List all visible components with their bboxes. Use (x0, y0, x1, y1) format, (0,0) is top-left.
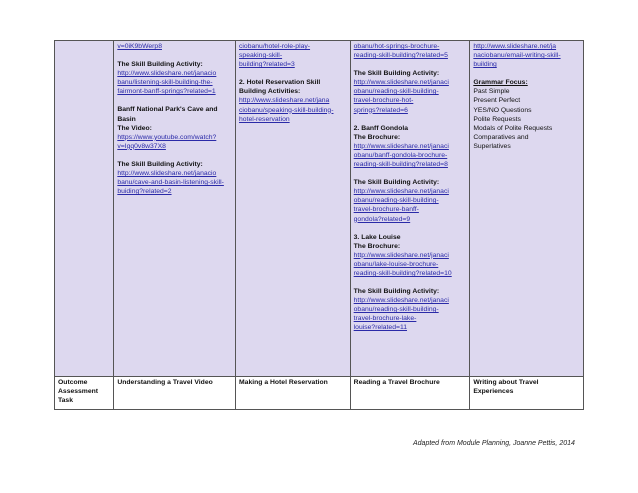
activity-heading: The Skill Building Activity: (353, 288, 440, 296)
attribution-footer: Adapted from Module Planning, Joanne Pettis, 2014 (413, 440, 575, 447)
grammar-item: Superlatives (473, 142, 511, 150)
email-link[interactable]: building (473, 61, 497, 69)
brochure-link[interactable]: reading-skill-building?related=10 (353, 269, 452, 277)
brochure-link[interactable]: reading-skill-building?related=8 (353, 161, 448, 169)
outcome-label-cell (55, 377, 114, 410)
task-text: Experiences (473, 388, 514, 396)
activity-link[interactable]: louise?related=11 (353, 324, 408, 332)
grammar-item: Past Simple (473, 88, 510, 96)
task-text: Reading a Travel Brochure (353, 379, 440, 386)
reading-resources-cell (350, 41, 470, 377)
email-link[interactable]: http://www.slideshare.net/ja (473, 43, 557, 50)
activity-link[interactable]: http://www.slideshare.net/janacio (117, 70, 217, 78)
activity-link[interactable]: springs?related=6 (353, 106, 408, 114)
activity-heading: The Skill Building Activity: (117, 160, 203, 168)
module-plan-table (54, 40, 584, 410)
grammar-item: YES/NO Questions (473, 106, 532, 114)
activity-link[interactable]: buiding?related=2 (117, 188, 172, 196)
activity-link[interactable]: banu/cave-and-basin-listening-skill- (117, 179, 224, 187)
video-link[interactable]: https://www.youtube.com/watch? (117, 133, 217, 141)
grammar-item: Polite Requests (473, 115, 521, 123)
video-link[interactable]: v=Igq0v8w37X8 (117, 142, 166, 150)
outcome-task-writing (470, 377, 584, 410)
roleplay-link[interactable]: speaking-skill- (239, 52, 283, 60)
outcome-task-reading (350, 377, 470, 410)
activity-heading: The Skill Building Activity: (353, 70, 440, 78)
activity-link[interactable]: travel-brochure-hot- (353, 97, 414, 105)
email-link[interactable]: naciobanu/email-writing-skill- (473, 52, 561, 60)
outcome-task-listening (114, 377, 236, 410)
activity-link[interactable]: travel-brochure-lake- (353, 315, 417, 323)
section-title: 2. Banff Gondola (353, 124, 409, 132)
outcome-assessment-row (55, 377, 584, 410)
activity-link[interactable]: obanu/reading-skill-building- (353, 197, 439, 205)
brochure-heading: The Brochure: (353, 242, 401, 250)
activity-link[interactable]: http://www.slideshare.net/janacio (117, 170, 217, 178)
activity-link[interactable]: travel-brochure-banff- (353, 206, 419, 214)
writing-resources-cell (470, 41, 584, 377)
section-title: Banff National Park's Cave and (117, 106, 218, 114)
activity-heading: The Skill Building Activity: (117, 61, 203, 69)
roleplay-link[interactable]: ciobanu/hotel-role-play- (239, 43, 311, 50)
listening-resources-cell (114, 41, 236, 377)
roleplay-link[interactable]: building?related=3 (239, 61, 295, 69)
grammar-item: Comparatives and (473, 133, 529, 141)
activity-link[interactable]: http://www.slideshare.net/janaci (353, 297, 449, 305)
activity-link[interactable]: gondola?related=9 (353, 215, 411, 223)
activity-link[interactable]: ciobanu/speaking-skill-building- (239, 106, 334, 114)
outcome-task-speaking (236, 377, 351, 410)
brochure-link[interactable]: http://www.slideshare.net/janaci (353, 142, 449, 150)
activity-link[interactable]: http://www.slideshare.net/jana (239, 97, 330, 105)
video-heading: The Video: (117, 124, 152, 132)
activity-link[interactable]: hotel-reservation (239, 115, 290, 123)
activity-link[interactable]: obanu/reading-skill-building- (353, 306, 439, 314)
task-text: Understanding a Travel Video (117, 379, 213, 386)
outcome-label: Assessment (58, 388, 99, 396)
activity-heading: The Skill Building Activity: (353, 179, 440, 187)
activity-link[interactable]: fairmont-banff-springs?related=1 (117, 88, 216, 96)
resources-row (55, 41, 584, 377)
row-label-cell-empty (55, 41, 114, 377)
outcome-label: Outcome (58, 379, 88, 386)
outcome-label: Task (58, 397, 73, 405)
speaking-resources-cell (236, 41, 351, 377)
activity-link[interactable]: http://www.slideshare.net/janaci (353, 188, 449, 196)
section-title: Building Activities: (239, 88, 301, 96)
activity-link[interactable]: obanu/reading-skill-building- (353, 88, 439, 96)
section-title: 3. Lake Louise (353, 233, 401, 241)
grammar-item: Present Perfect (473, 97, 521, 105)
brochure-heading: The Brochure: (353, 133, 401, 141)
brochure-link[interactable]: http://www.slideshare.net/janaci (353, 251, 449, 259)
brochure-link[interactable]: obanu/lake-louise-brochure- (353, 260, 439, 268)
task-text: Making a Hotel Reservation (239, 379, 328, 386)
section-title: Basin (117, 115, 136, 123)
grammar-heading: Grammar Focus: (473, 79, 528, 87)
video-link-tail[interactable]: v=0iK9bWerp8 (117, 43, 162, 50)
brochure-link[interactable]: reading-skill-building?related=5 (353, 52, 448, 60)
task-text: Writing about Travel (473, 379, 539, 386)
section-title: 2. Hotel Reservation Skill (239, 79, 321, 87)
activity-link[interactable]: http://www.slideshare.net/janaci (353, 79, 449, 87)
brochure-link[interactable]: obanu/banff-gondola-brochure- (353, 151, 448, 159)
grammar-item: Modals of Polite Requests (473, 124, 553, 132)
activity-link[interactable]: banu/listening-skill-building-the- (117, 79, 213, 87)
brochure-link[interactable]: obanu/hot-springs-brochure- (353, 43, 440, 50)
